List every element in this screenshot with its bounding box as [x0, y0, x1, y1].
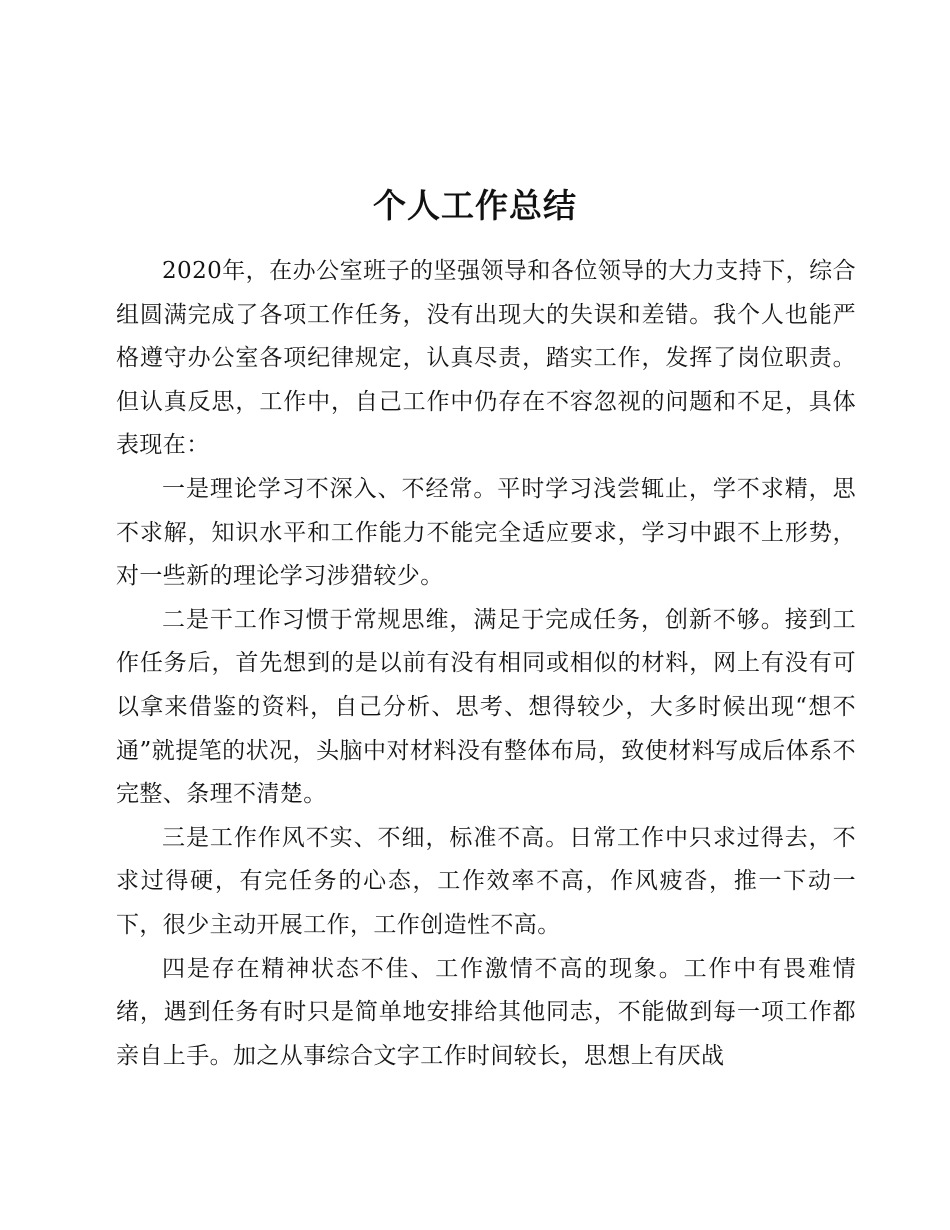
paragraph-point-three: 三是工作作风不实、不细，标准不高。日常工作中只求过得去，不求过得硬，有完任务的心态，工作效率不高，作风疲沓，推一下动一下，很少主动开展工作，工作创造性不高。 [116, 824, 856, 938]
paragraph-point-two: 二是干工作习惯于常规思维，满足于完成任务，创新不够。接到工作任务后，首先想到的是以前有没有相同或相似的材料，网上有没有可以拿来借鉴的资料，自己分析、思考、想得较少，大多时候出现“想不通”就提笔的状况，头脑中对材料没有整体布局，致使材料写成后体系不完整、条理不清楚。 [116, 606, 856, 808]
document-title: 个人工作总结 [373, 186, 577, 225]
paragraph-intro: 2020年，在办公室班子的坚强领导和各位领导的大力支持下，综合组圆满完成了各项工作任务，没有出现大的失误和差错。我个人也能严格遵守办公室各项纪律规定，认真尽责，踏实工作，发挥了岗位职责。但认真反思，工作中，自己工作中仍存在不容忽视的问题和不足，具体表现在： [116, 258, 856, 459]
paragraph-point-four: 四是存在精神状态不佳、工作激情不高的现象。工作中有畏难情绪，遇到任务有时只是简单地安排给其他同志，不能做到每一项工作都亲自上手。加之从事综合文字工作时间较长，思想上有厌战 [116, 955, 856, 1069]
document-body [116, 250, 856, 1078]
paragraph-point-one: 一是理论学习不深入、不经常。平时学习浅尝辄止，学不求精，思不求解，知识水平和工作能力不能完全适应要求，学习中跟不上形势，对一些新的理论学习涉猎较少。 [116, 475, 856, 590]
